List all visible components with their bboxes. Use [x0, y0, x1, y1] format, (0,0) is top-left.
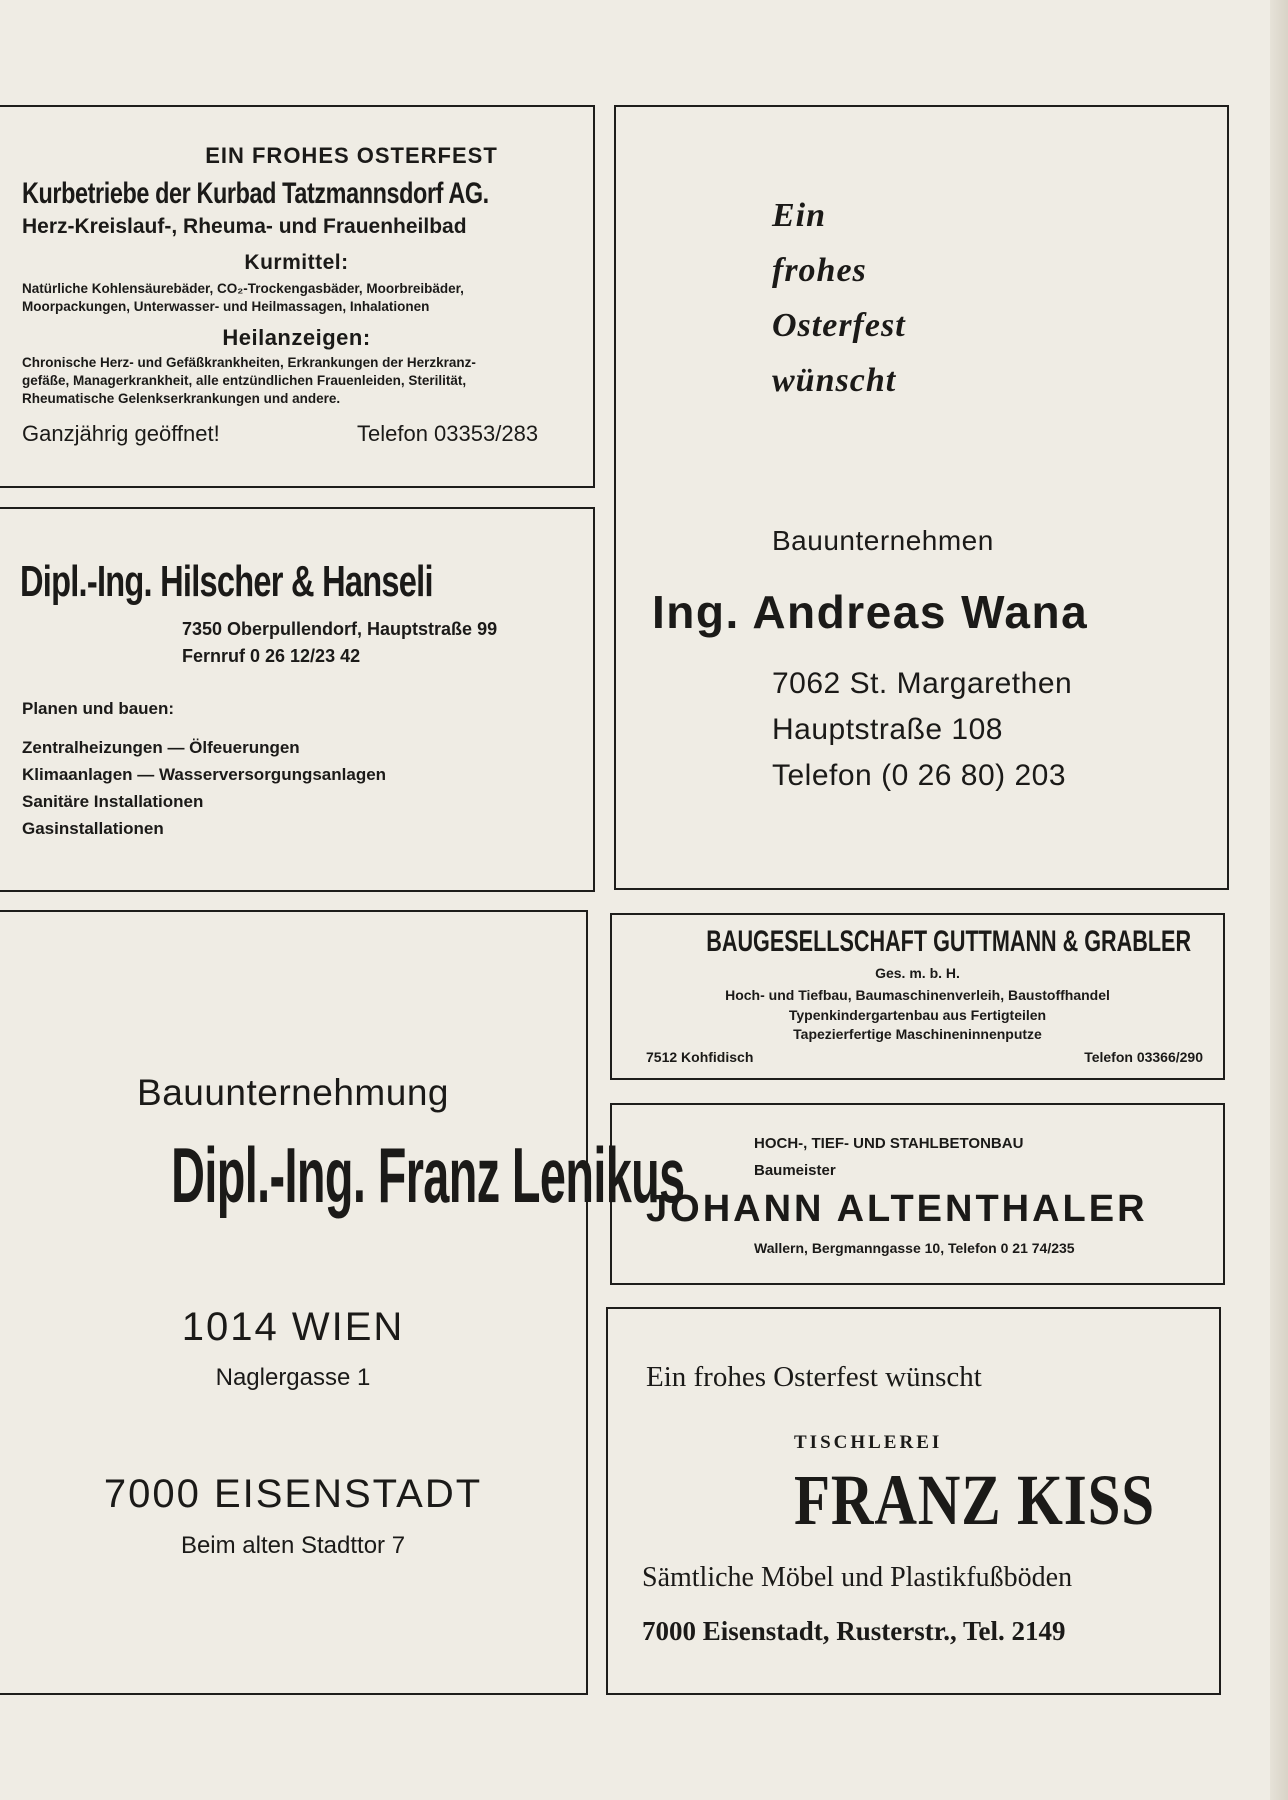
- kurbad-section-kurmittel: Kurmittel:: [244, 251, 349, 274]
- wana-greeting-line4: wünscht: [772, 362, 897, 399]
- wana-greeting-line2: frohes: [772, 252, 867, 289]
- kurbad-section-heilanzeigen: Heilanzeigen:: [222, 325, 371, 350]
- altenthaler-address: Wallern, Bergmanngasse 10, Telefon 0 21 74/235: [754, 1240, 1075, 1256]
- lenikus-city-wien: 1014 WIEN: [181, 1305, 405, 1349]
- wana-address-line2: Hauptstraße 108: [772, 713, 1003, 746]
- hilscher-service1: Zentralheizungen — Ölfeuerungen: [22, 738, 300, 757]
- hilscher-service2: Klimaanlagen — Wasserversorgungsanlagen: [22, 765, 387, 784]
- kurbad-subtitle: Herz-Kreislauf-, Rheuma- und Frauenheilbad: [22, 215, 467, 238]
- lenikus-city-eisenstadt: 7000 EISENSTADT: [103, 1472, 483, 1516]
- lenikus-street-eisenstadt: Beim alten Stadttor 7: [180, 1532, 406, 1559]
- ad-johann-altenthaler: [610, 1103, 1225, 1285]
- guttmann-legal-form: Ges. m. b. H.: [875, 965, 960, 981]
- kurbad-heilanzeigen-line2: gefäße, Managerkrankheit, alle entzündlichen Frauenleiden, Sterilität,: [22, 373, 467, 388]
- ad-franz-kiss: [606, 1307, 1221, 1695]
- hilscher-service3: Sanitäre Installationen: [22, 792, 204, 811]
- guttmann-line1: Hoch- und Tiefbau, Baumaschinenverleih, Baustoffhandel: [725, 987, 1110, 1003]
- altenthaler-line2: Baumeister: [754, 1162, 836, 1179]
- hilscher-address: 7350 Oberpullendorf, Hauptstraße 99: [182, 619, 498, 639]
- kiss-business: TISCHLEREI: [794, 1432, 943, 1453]
- kurbad-headline: EIN FROHES OSTERFEST: [205, 143, 498, 168]
- kiss-name: FRANZ KISS: [794, 1460, 1155, 1540]
- ad-hilscher-hanseli: [0, 507, 595, 892]
- wana-business: Bauunternehmen: [772, 525, 994, 556]
- kurbad-company: Kurbetriebe der Kurbad Tatzmannsdorf AG.: [22, 177, 489, 210]
- guttmann-line2: Typenkindergartenbau aus Fertigteilen: [788, 1007, 1047, 1023]
- guttmann-line3: Tapezierfertige Maschineninnenputze: [793, 1026, 1042, 1042]
- wana-greeting-line3: Osterfest: [772, 307, 906, 344]
- lenikus-street-wien: Naglergasse 1: [215, 1364, 371, 1391]
- kurbad-kurmittel-line1: Natürliche Kohlensäurebäder, CO₂-Trockengasbäder, Moorbreibäder,: [22, 281, 464, 296]
- guttmann-location: 7512 Kohfidisch: [646, 1049, 754, 1065]
- ad-andreas-wana: [614, 105, 1229, 890]
- hilscher-name: Dipl.-Ing. Hilscher & Hanseli: [20, 557, 433, 606]
- kurbad-phone: Telefon 03353/283: [357, 421, 539, 446]
- wana-greeting-line1: Ein: [772, 197, 827, 234]
- lenikus-name: Dipl.-Ing. Franz Lenikus: [171, 1131, 685, 1219]
- hilscher-intro: Planen und bauen:: [22, 699, 175, 718]
- ad-kurbad-tatzmannsdorf: [0, 105, 595, 488]
- kurbad-heilanzeigen-line3: Rheumatische Gelenkserkrankungen und andere.: [22, 391, 341, 406]
- kiss-greeting: Ein frohes Osterfest wünscht: [646, 1361, 982, 1393]
- kiss-address: 7000 Eisenstadt, Rusterstr., Tel. 2149: [642, 1616, 1066, 1646]
- kurbad-kurmittel-line2: Moorpackungen, Unterwasser- und Heilmassagen, Inhalationen: [22, 299, 430, 314]
- kurbad-heilanzeigen-line1: Chronische Herz- und Gefäßkrankheiten, Erkrankungen der Herzkranz-: [22, 355, 476, 370]
- hilscher-service4: Gasinstallationen: [22, 819, 164, 838]
- page-edge: [1270, 0, 1288, 1800]
- ad-guttmann-grabler: [610, 913, 1225, 1080]
- wana-phone: Telefon (0 26 80) 203: [772, 759, 1067, 792]
- guttmann-name: BAUGESELLSCHAFT GUTTMANN & GRABLER: [706, 925, 1192, 958]
- ad-franz-lenikus: [0, 910, 685, 1695]
- wana-name: Ing. Andreas Wana: [652, 586, 1089, 638]
- hilscher-phone: Fernruf 0 26 12/23 42: [182, 646, 361, 666]
- altenthaler-line1: HOCH-, TIEF- UND STAHLBETONBAU: [754, 1135, 1024, 1152]
- kiss-products: Sämtliche Möbel und Plastikfußböden: [642, 1562, 1073, 1593]
- lenikus-business: Bauunternehmung: [137, 1072, 449, 1113]
- wana-address-line1: 7062 St. Margarethen: [772, 667, 1073, 700]
- altenthaler-name: JOHANN ALTENTHALER: [646, 1188, 1148, 1230]
- kurbad-open-all-year: Ganzjährig geöffnet!: [22, 421, 220, 446]
- guttmann-phone: Telefon 03366/290: [1084, 1049, 1203, 1065]
